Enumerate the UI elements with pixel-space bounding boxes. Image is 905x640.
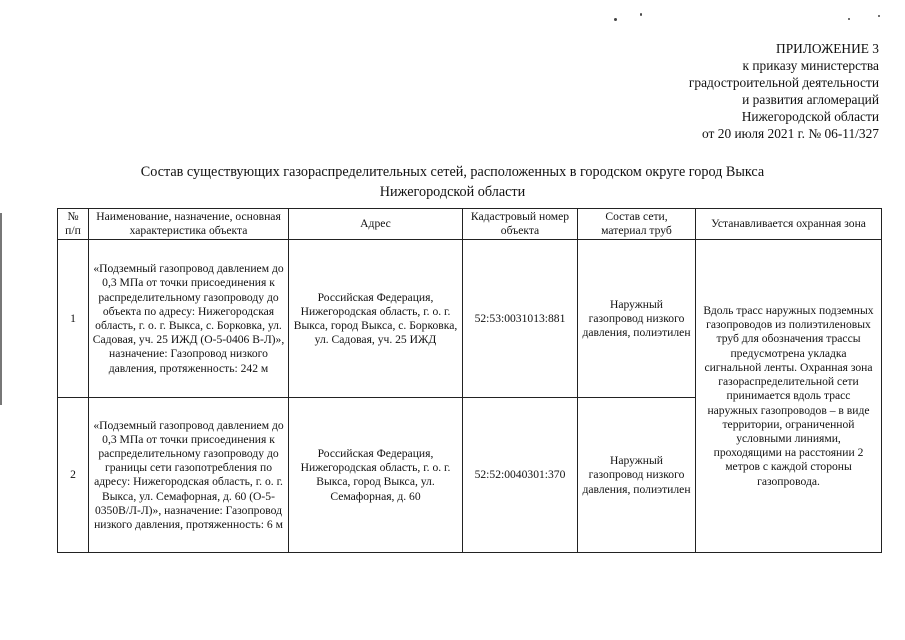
- header-cadastral: Кадастровый номер объекта: [463, 209, 578, 240]
- title-line: Нижегородской области: [379, 184, 526, 200]
- appendix-line: градостроительной деятельности: [688, 75, 879, 90]
- appendix-line: к приказу министерства: [742, 58, 879, 73]
- scan-speck: [640, 13, 642, 16]
- header-network: Состав сети, материал труб: [578, 209, 696, 240]
- header-zone: Устанавливается охранная зона: [696, 209, 882, 240]
- appendix-line: от 20 июля 2021 г. № 06-11/327: [702, 126, 879, 141]
- title-line: Состав существующих газораспределительных сетей, расположенных в городском округе город Выкса: [140, 164, 765, 180]
- scan-edge-line: [0, 213, 2, 405]
- zone-description: Вдоль трасс наружных подземных газопроводов из полиэтиленовых труб для обозначения трассы предусмотрена укладка сигнальной ленты. Охранная зона газораспределительной сети принимается вдоль трасс наружных газопроводов – в виде территории, ограниченной условными линиями, проходящими на расстоянии 2 метров с каждой стороны газопровода.: [696, 240, 882, 553]
- scan-speck: [614, 18, 617, 21]
- gas-network-table: [57, 208, 882, 553]
- header-name: Наименование, назначение, основная характеристика объекта: [89, 209, 289, 240]
- row-address: Российская Федерация, Нижегородская область, г. о. г. Выкса, город Выкса, ул. Семафорная, д. 60: [289, 398, 463, 553]
- row-name: «Подземный газопровод давлением до 0,3 МПа от точки присоединения к распределительному газопроводу до объекта по адресу: Нижегородская область, г. о. г. Выкса, с. Борковка, ул. Садовая, уч. 25 ИЖД (О-5-0406 В-Л)», назначение: Газопровод низкого давления, протяженность: 242 м: [89, 240, 289, 398]
- table-header-row: [58, 209, 882, 240]
- appendix-line: Нижегородской области: [741, 109, 879, 124]
- row-network: Наружный газопровод низкого давления, полиэтилен: [578, 398, 696, 553]
- row-cadastral: 52:53:0031013:881: [463, 240, 578, 398]
- appendix-title: ПРИЛОЖЕНИЕ 3: [776, 41, 879, 56]
- table-row: [58, 240, 882, 398]
- scan-speck: [878, 15, 880, 17]
- row-name: «Подземный газопровод давлением до 0,3 МПа от точки присоединения к распределительному газопроводу до границы сети газопотребления по адресу: Нижегородская область, г. о. г. Выкса, ул. Семафорная, д. 60 (О-5-0350В/Л-Л)», назначение: Газопровод низкого давления, протяженность: 6 м: [89, 398, 289, 553]
- row-cadastral: 52:52:0040301:370: [463, 398, 578, 553]
- scan-speck: [848, 18, 850, 20]
- row-network: Наружный газопровод низкого давления, полиэтилен: [578, 240, 696, 398]
- appendix-block: [689, 40, 879, 142]
- row-address: Российская Федерация, Нижегородская область, г. о. г. Выкса, город Выкса, с. Борковка, ул. Садовая, уч. 25 ИЖД: [289, 240, 463, 398]
- header-num: № п/п: [58, 209, 89, 240]
- row-num: 1: [58, 240, 89, 398]
- header-address: Адрес: [289, 209, 463, 240]
- appendix-line: и развития агломераций: [742, 92, 879, 107]
- document-title: [0, 162, 905, 202]
- row-num: 2: [58, 398, 89, 553]
